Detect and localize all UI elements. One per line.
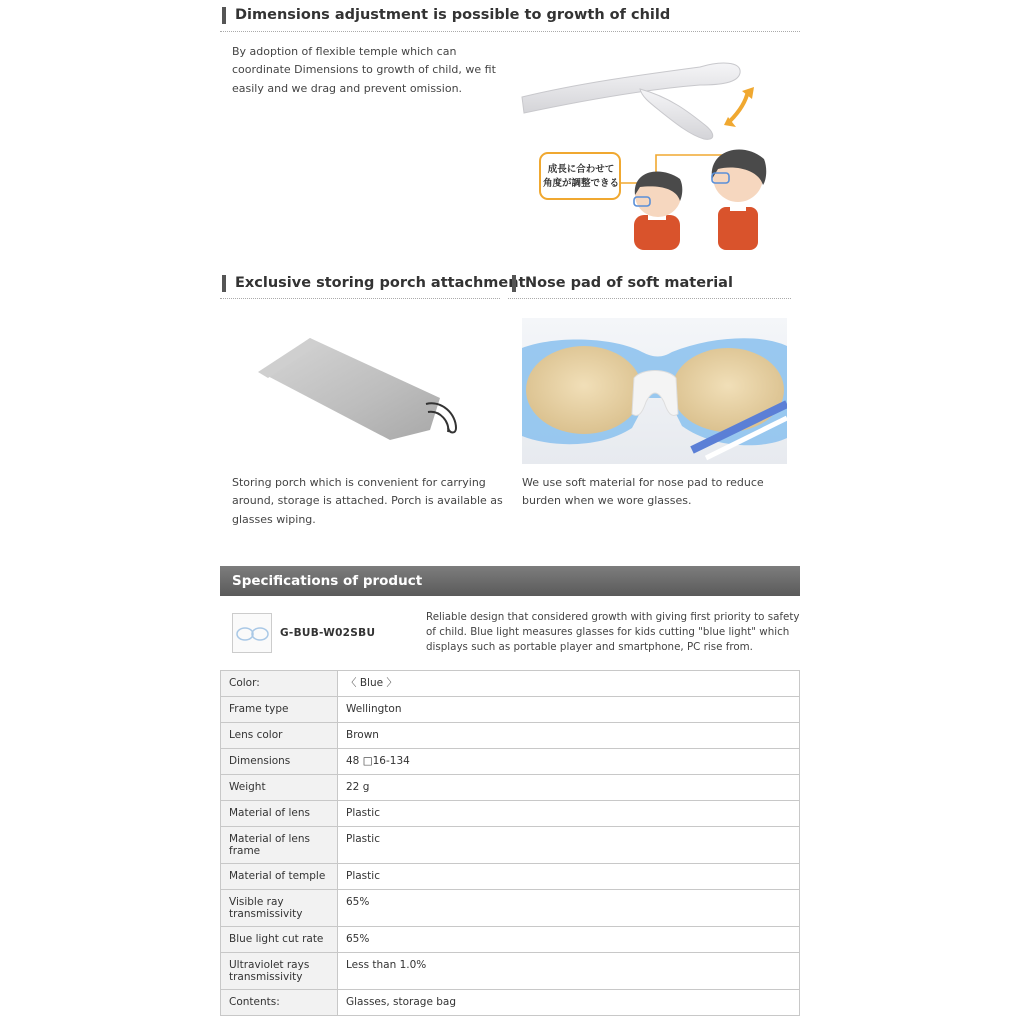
spec-value: Plastic [338, 801, 800, 827]
text-line: burden when we wore glasses. [522, 494, 692, 508]
temple-adjustment-illustration [520, 55, 790, 250]
product-thumbnail[interactable] [232, 613, 272, 653]
adjust-arrow-icon [730, 91, 748, 121]
section-heading-dimensions: Dimensions adjustment is possible to growth of child [222, 7, 670, 24]
divider [508, 298, 791, 299]
nosepad-description [522, 474, 792, 511]
storage-pouch-image [250, 330, 470, 445]
table-row [221, 775, 800, 801]
spec-key: Blue light cut rate [221, 927, 338, 953]
text-line: By adoption of flexible temple which can [232, 45, 457, 58]
table-row [221, 723, 800, 749]
text-line: displays such as portable player and smartphone, PC rise from. [426, 641, 753, 653]
glasses-thumbnail-icon [233, 614, 271, 652]
text-line: easily and we drag and prevent omission. [232, 81, 463, 95]
product-description [426, 610, 801, 655]
specs-title-bar: Specifications of product [220, 566, 800, 596]
child-tall-shirt [718, 207, 758, 250]
spec-key: Material of lens [221, 801, 338, 827]
text-line: of child. Blue light measures glasses for kids cutting "blue light" which [426, 626, 790, 638]
specs-table [220, 670, 800, 1016]
spec-key: Color: [221, 671, 338, 697]
table-row [221, 864, 800, 890]
spec-key: Ultraviolet rays transmissivity [221, 953, 338, 990]
text-line: We use soft material for nose pad to reduce [522, 476, 764, 489]
callout-line: 成長に合わせて [547, 164, 615, 175]
spec-value: 65% [338, 927, 800, 953]
child-tall-collar [730, 201, 746, 211]
dimensions-description [232, 43, 502, 98]
spec-key: Material of lens frame [221, 827, 338, 864]
spec-value: Glasses, storage bag [338, 990, 800, 1016]
spec-value: Wellington [338, 697, 800, 723]
text-line: coordinate Dimensions to growth of child, we fit [232, 63, 496, 77]
spec-key: Weight [221, 775, 338, 801]
section-heading-porch: Exclusive storing porch attachment [222, 275, 525, 292]
table-row [221, 749, 800, 775]
spec-key: Dimensions [221, 749, 338, 775]
text-line: around, storage is attached. Porch is available as [232, 494, 503, 508]
lens-left [526, 346, 642, 434]
divider [220, 298, 500, 299]
spec-key: Lens color [221, 723, 338, 749]
spec-key: Visible ray transmissivity [221, 890, 338, 927]
nose-pad-photo [522, 318, 787, 464]
callout-text [541, 163, 621, 191]
lens-right [672, 348, 784, 432]
spec-value: 65% [338, 890, 800, 927]
temple-upper [522, 63, 740, 113]
text-line: glasses wiping. [232, 512, 316, 526]
divider [220, 31, 800, 32]
table-row [221, 827, 800, 864]
spec-value: 48 □16-134 [338, 749, 800, 775]
spec-value: Plastic [338, 827, 800, 864]
section-heading-nosepad: Nose pad of soft material [512, 275, 733, 292]
model-number: G-BUB-W02SBU [280, 627, 376, 639]
text-line: Storing porch which is convenient for carrying [232, 476, 486, 489]
text-line: Reliable design that considered growth with giving first priority to safety [426, 611, 800, 623]
spec-key: Frame type [221, 697, 338, 723]
spec-value: Brown [338, 723, 800, 749]
table-row [221, 953, 800, 990]
table-row [221, 990, 800, 1016]
spec-key: Material of temple [221, 864, 338, 890]
table-row [221, 890, 800, 927]
table-row [221, 697, 800, 723]
temple-lower [640, 89, 713, 139]
child-small-shirt [634, 215, 680, 250]
spec-value: 22 g [338, 775, 800, 801]
porch-description [232, 474, 507, 529]
spec-value: Less than 1.0% [338, 953, 800, 990]
callout-line: 角度が調整できる [542, 178, 619, 189]
table-row [221, 927, 800, 953]
spec-value: 〈 Blue 〉 [338, 671, 800, 697]
spec-value: Plastic [338, 864, 800, 890]
table-row [221, 671, 800, 697]
table-row [221, 801, 800, 827]
spec-key: Contents: [221, 990, 338, 1016]
